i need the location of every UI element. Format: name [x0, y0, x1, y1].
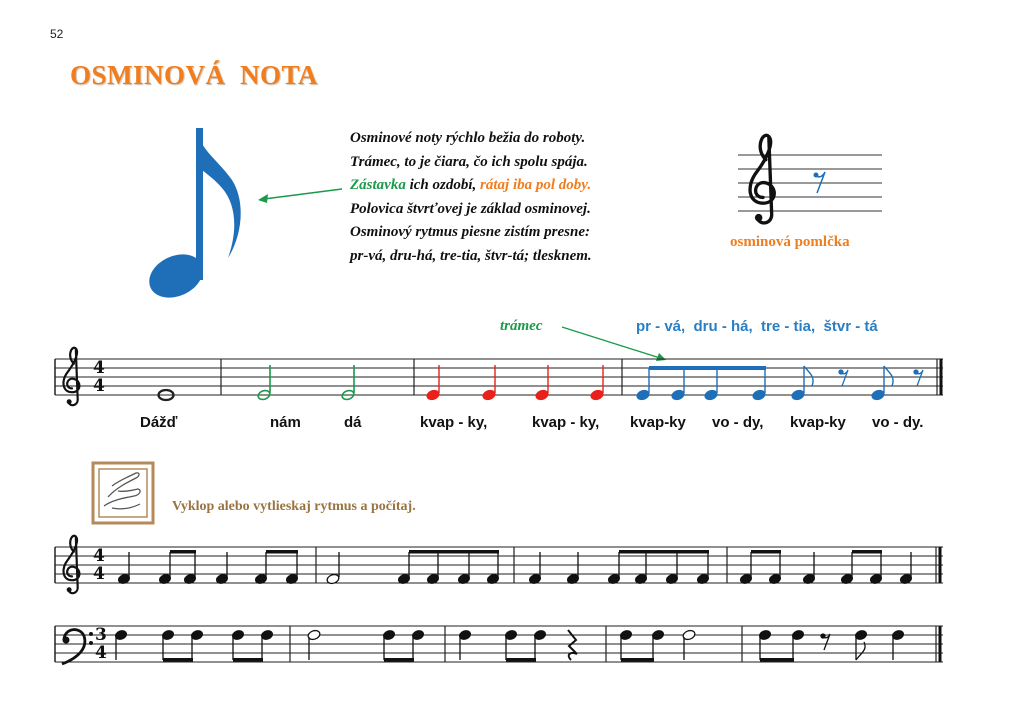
poem-flag-word: Zástavka — [350, 177, 406, 193]
page-title: OSMINOVÁ NOTA — [70, 60, 319, 90]
time-sig-bottom: 4 — [95, 643, 107, 663]
pointer-arrow — [258, 189, 342, 203]
instruction-text: Vyklop alebo vytlieskaj rytmus a počítaj. — [172, 499, 416, 514]
lyric-6: kvap-ky — [630, 414, 686, 431]
staff-bass-exercise — [55, 625, 943, 664]
treble-exercise-notes — [117, 550, 912, 585]
lyric-9: vo - dy. — [872, 414, 924, 431]
time-sig-top: 4 — [93, 546, 105, 566]
poem-line-6: pr-vá, dru-há, tre-tia, štvr-tá; tlesknem. — [350, 247, 592, 264]
counting-syllables: pr - vá, dru - há, tre - tia, štvr - tá — [636, 318, 878, 335]
lyric-2: nám — [270, 414, 301, 431]
lyric-7: vo - dy, — [712, 414, 764, 431]
bass-exercise-notes — [114, 629, 904, 661]
half-notes — [257, 365, 355, 401]
time-sig-top: 4 — [93, 358, 105, 378]
time-sig-top: 3 — [95, 625, 107, 645]
eighth-note-icon — [142, 128, 241, 306]
beamed-eighth-notes — [636, 366, 766, 401]
poem-line-1: Osminové noty rýchlo bežia do roboty. — [350, 130, 586, 146]
beam-label: trámec — [500, 318, 543, 334]
page-number: 52 — [50, 27, 64, 41]
eighth-rests — [839, 370, 923, 386]
beam-arrow — [562, 327, 666, 361]
staff-example — [55, 348, 943, 405]
eighth-rest-staff — [738, 135, 882, 223]
lyric-4: kvap - ky, — [420, 414, 488, 431]
poem-line-5: Osminový rytmus piesne zistím presne: — [350, 224, 591, 240]
poem-line-3-middle: ich ozdobí, — [405, 177, 481, 193]
quarter-notes — [426, 365, 604, 401]
clapping-hands-icon — [93, 463, 153, 523]
poem-line-4: Polovica štvrťovej je základ osminovej. — [350, 200, 591, 217]
poem-line-2: Trámec, to je čiara, čo ich spolu spája. — [350, 153, 588, 170]
eighth-rest-label: osminová pomlčka — [730, 234, 850, 250]
time-sig-bottom: 4 — [93, 376, 105, 396]
time-sig-bottom: 4 — [93, 564, 105, 584]
lyric-1: Dážď — [140, 414, 178, 431]
poem-half-beat: rátaj iba pol doby. — [480, 177, 592, 193]
lyric-3: dá — [344, 414, 362, 431]
lyric-5: kvap - ky, — [532, 414, 600, 431]
lyric-8: kvap-ky — [790, 414, 846, 431]
treble-clef-icon — [750, 135, 774, 223]
staff-treble-exercise — [55, 536, 943, 593]
